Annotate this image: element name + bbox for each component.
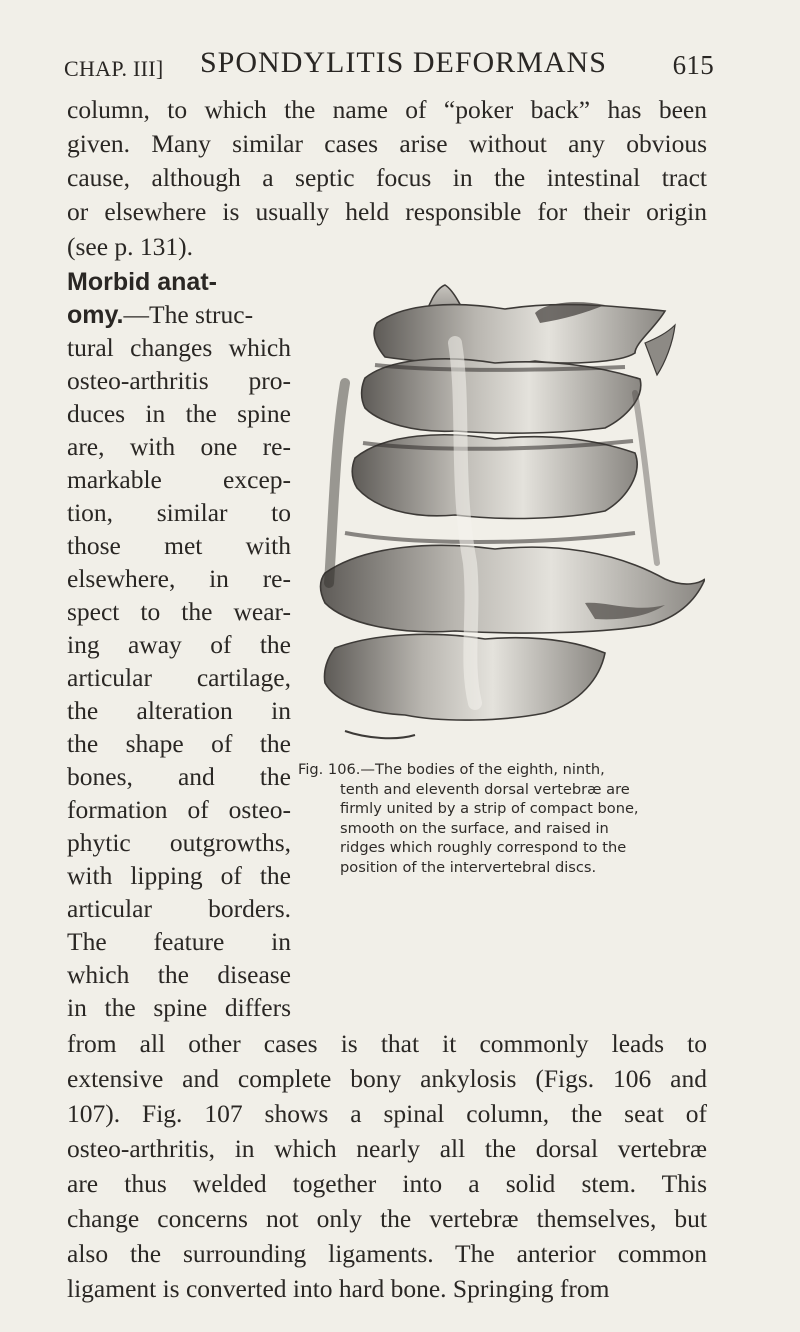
- intervertebral-ridge: [345, 533, 635, 542]
- caption-line: Fig. 106.—The bodies of the eighth, ninth,: [298, 761, 605, 778]
- text-line: are thus welded together into a solid stem. This: [67, 1169, 707, 1198]
- chapter-title: SPONDYLITIS DEFORMANS: [200, 46, 607, 79]
- caption-line: ridges which roughly correspond to the: [340, 839, 627, 856]
- vertebra-eighth: [374, 305, 665, 364]
- section-heading: [67, 265, 291, 299]
- narrow-line: ing away of the: [67, 630, 291, 659]
- text-line: change concerns not only the vertebræ themselves, but: [67, 1204, 707, 1233]
- text-line: or elsewhere is usually held responsible for their origin: [67, 197, 707, 226]
- caption-line: tenth and eleventh dorsal vertebræ are: [340, 780, 630, 798]
- vertebrae-figure: [305, 283, 705, 743]
- narrow-line: tion, similar to: [67, 498, 291, 527]
- section-heading-rest: —The struc-: [123, 300, 254, 329]
- figure-caption: [298, 760, 710, 877]
- running-head: [64, 46, 714, 86]
- narrow-line: bones, and the: [67, 762, 291, 791]
- narrow-line: the shape of the: [67, 729, 291, 758]
- narrow-line: with lipping of the: [67, 861, 291, 890]
- narrow-line: formation of osteo-: [67, 795, 291, 824]
- text-line: [67, 229, 707, 265]
- narrow-line: The feature in: [67, 927, 291, 956]
- text-line: osteo-arthritis, in which nearly all the dorsal vertebræ: [67, 1134, 707, 1163]
- narrow-line: in the spine differs: [67, 993, 291, 1022]
- page-number: 615: [672, 50, 714, 80]
- narrow-line: osteo-arthritis pro-: [67, 366, 291, 395]
- narrow-line: articular cartilage,: [67, 663, 291, 692]
- section-heading-line2: [67, 298, 291, 332]
- text-line: ligament is converted into hard bone. Springing from: [67, 1274, 610, 1303]
- section-heading-part1: Morbid anat-: [67, 268, 217, 296]
- caption-line: smooth on the surface, and raised in: [340, 819, 609, 837]
- caption-line: firmly united by a strip of compact bone,: [340, 800, 639, 817]
- narrow-line: markable excep-: [67, 465, 291, 494]
- narrow-line: those met with: [67, 531, 291, 560]
- text-line: also the surrounding ligaments. The anterior common: [67, 1239, 707, 1268]
- narrow-line: the alteration in: [67, 696, 291, 725]
- transverse-process-right: [645, 325, 675, 375]
- see-reference: (see p. 131).: [67, 232, 194, 261]
- narrow-line: articular borders.: [67, 894, 291, 923]
- text-line: 107). Fig. 107 shows a spinal column, the seat of: [67, 1099, 707, 1128]
- section-heading-part2: omy.: [67, 301, 124, 329]
- narrow-line: phytic outgrowths,: [67, 828, 291, 857]
- narrow-line: duces in the spine: [67, 399, 291, 428]
- text-line: column, to which the name of “poker back” has been: [67, 95, 707, 124]
- text-line: cause, although a septic focus in the intestinal tract: [67, 163, 707, 192]
- narrow-line: which the disease: [67, 960, 291, 989]
- text-line: extensive and complete bony ankylosis (Figs. 106 and: [67, 1064, 707, 1093]
- text-line: from all other cases is that it commonly leads to: [67, 1029, 707, 1058]
- fused-vertebrae-illustration: [305, 283, 705, 743]
- text-line: given. Many similar cases arise without any obvious: [67, 129, 707, 158]
- caption-line: position of the intervertebral discs.: [340, 858, 597, 876]
- narrow-line: elsewhere, in re-: [67, 564, 291, 593]
- narrow-line: are, with one re-: [67, 432, 291, 461]
- vertebra-eleventh: [321, 545, 706, 633]
- narrow-line: spect to the wear-: [67, 597, 291, 626]
- narrow-line: tural changes which: [67, 333, 291, 362]
- chapter-label: CHAP. III]: [64, 56, 164, 81]
